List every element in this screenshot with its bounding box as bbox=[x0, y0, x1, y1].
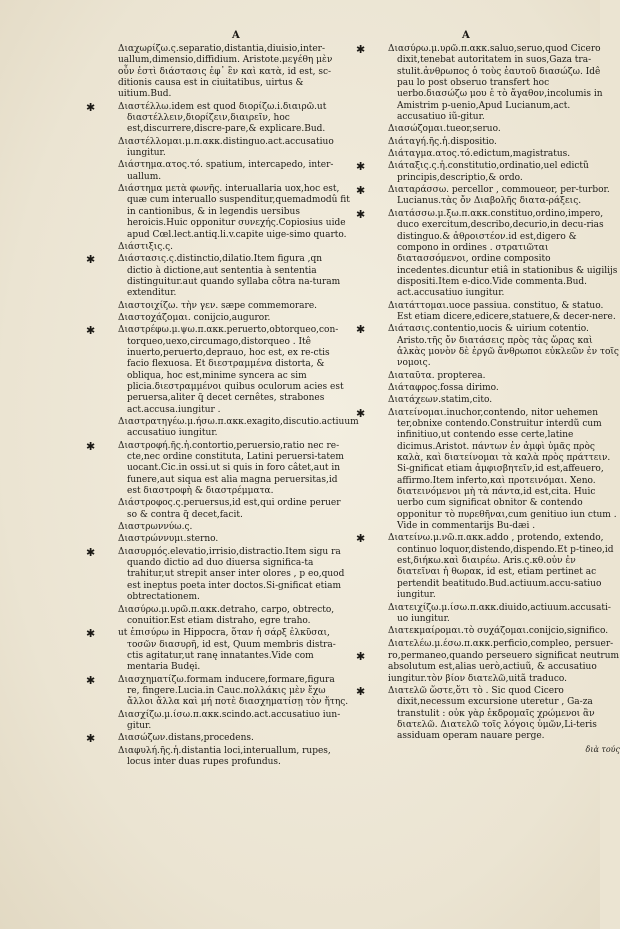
dictionary-entry bbox=[356, 684, 620, 743]
dictionary-entry bbox=[118, 417, 359, 440]
entry-text: Διατελέω.μ.έσω.π.ακκ.perficio,compleo, persuer- bbox=[388, 638, 614, 649]
dictionary-entry bbox=[86, 545, 350, 604]
dictionary-entry bbox=[356, 43, 620, 123]
entry-text: Διαστρώννυμι.sterno. bbox=[118, 534, 219, 545]
entry-text: Διάστιξις.ς. bbox=[118, 241, 174, 252]
margin-asterisk-icon: ✱ bbox=[356, 649, 366, 663]
entry-text: Διασχηματίζω.formam inducere,formare,figura re, fingere.Lucia.in Cauc.πολλάκις μὲν ἔχω ἄλλοι ἄλλα καὶ μή ποτὲ διασχηματίσῃ τὸν ἤτης. bbox=[118, 674, 349, 708]
margin-asterisk-icon: ✱ bbox=[356, 532, 366, 546]
dictionary-entry bbox=[356, 532, 620, 601]
margin-asterisk-icon: ✱ bbox=[86, 732, 96, 746]
dictionary-entry bbox=[118, 746, 350, 769]
dictionary-entry bbox=[86, 324, 350, 416]
dictionary-entry bbox=[388, 124, 620, 135]
catchword: διὰ τούς bbox=[585, 744, 620, 754]
running-head-right: A bbox=[462, 30, 473, 41]
entry-text: Διατάσσω.μ.ξω.π.ακκ.constituo,ordino,impero, duco exercitum,describo,decurio,in decu-rias distinguo.& ἀθροιστέον.id est,digero & compono in ordines . στρατιῶται διατασσόμενοι, ordine composito incedentes.dicuntur etiâ in stationibus & uigilijs dispositi.Item e-dico.Vide commenta.Bud. act.accusatiuo iungitur. bbox=[388, 208, 618, 299]
dictionary-entry bbox=[388, 301, 620, 324]
dictionary-entry bbox=[118, 534, 350, 545]
dictionary-entry bbox=[118, 710, 350, 733]
entry-text: Διαστέλλω.idem est quod διορίζω.i.διαιρῶ.ut διαστέλλειν,διορίζειν,διαιρεῖν, hoc est,discurrere,discre-pare,& explicare.Bud. bbox=[118, 101, 327, 135]
margin-asterisk-icon: ✱ bbox=[356, 323, 366, 337]
dictionary-entry bbox=[388, 149, 620, 160]
dictionary-entry bbox=[118, 44, 350, 101]
dictionary-entry bbox=[356, 323, 620, 369]
entry-text: Διατείνω.μ.νῶ.π.ακκ.addo , protendo, extendo, continuo loquor,distendo,dispendo.Et p-tineo,id est,διήκω.καὶ διαιρέω. Aris.ς.κθ.οὐν ἐν διατεῖναι ἡ θωρακ, id est, etiam pertinet ac pertendit beatitudo.Bud.actiuum.accu-satiuo iungitur. bbox=[388, 533, 614, 601]
dictionary-entry bbox=[356, 160, 620, 184]
entry-text: Διατείνομαι.inuchor,contendo, nitor uehemen ter,obnixe contendo.Construitur interdũ cum infinitiuo,ut contendo esse certe,latine dicimus.Aristot. πάντων ἐν ἀμφὶ ὑμᾶς πρὸς καλὰ, καὶ διατείνομαι τὰ καλὰ πρὸς πράττειν. Si-gnificat etiam ἀμφισβητεῖν,id est,affeuero, affirmo.Item inferto,καὶ προτεινόμαι. Xeno. διατεινόμενοι μὴ τὰ πάντα,id est,cita. Huic uerbo cum significat obnitor & contendo opponitur τὸ πυρεθῆναι,cum genitiuo iun ctum . Vide in commentarijs Bu-dæi . bbox=[388, 407, 617, 532]
entry-text: Διάστασις.ς.distinctio,dilatio.Item figura ,qn dictio à dictione,aut sententia à sententia distinguitur.aut quando syllaba cõtra na-turam extenditur. bbox=[118, 254, 341, 299]
running-head-left: A bbox=[232, 30, 243, 41]
entry-text: Διατάττομαι.uoce passiua. constituo, & statuo. Est etiam dicere,edicere,statuere,& decer-nere. bbox=[388, 300, 616, 322]
dictionary-entry bbox=[86, 673, 350, 709]
dictionary-entry bbox=[356, 406, 620, 533]
dictionary-entry bbox=[118, 242, 350, 253]
entry-text: Διασώζομαι.tueor,seruo. bbox=[388, 124, 501, 135]
dictionary-entry bbox=[86, 439, 350, 498]
margin-asterisk-icon: ✱ bbox=[86, 253, 96, 267]
entry-text: Διατεκμαίρομαι.τὸ συχάζομαι.conijcio,significo. bbox=[388, 626, 609, 637]
entry-text: Διάταγμα.ατος.τό.edictum,magistratus. bbox=[388, 149, 571, 160]
left-column bbox=[86, 44, 359, 769]
dictionary-entry bbox=[118, 522, 350, 533]
entry-text: Διασυρμός.elevatio,irrisio,distractio.Item sigu ra quando dictio ad duo diuersa significa-ta trahitur,ut strepit anser inter olores , p eo,quod est ineptus poeta inter doctos.Si-gnificat etiam obtrectationem. bbox=[118, 546, 345, 603]
dictionary-entry bbox=[356, 649, 620, 685]
entry-text: Διάτασις.contentio,uocis & uirium cotentio. Aristo.τῆς ὄν διατάσεις πρὸς τὰς ὥρας καὶ ἀλκὰς μονὸν δὲ ἐργῶ ἄνθρωποι εὐκλεῶν ἐν τοῖς νομοις. bbox=[388, 324, 619, 369]
margin-asterisk-icon: ✱ bbox=[356, 684, 366, 698]
entry-text: Διάστροφος.ς.peruersus,id est,qui ordine peruer so & contra q̃ decet,facit. bbox=[118, 498, 341, 520]
entry-text: Διάστημα μετὰ φωνῆς. interuallaria uox,hoc est, quæ cum interuallo suspenditur,quemadmodû fit in cantionibus, & in legendis uersibus heroicis.Huic opponitur συνεχής.Copiosius uide apud Cœl.lect.antiq.li.v.capite uige-simo quarto. bbox=[118, 184, 350, 240]
margin-asterisk-icon: ✱ bbox=[86, 100, 96, 114]
dictionary-entry bbox=[388, 383, 620, 394]
entry-text: Διασώζων.distans,procedens. bbox=[118, 733, 254, 744]
dictionary-entry bbox=[388, 626, 620, 637]
dictionary-entry bbox=[118, 605, 350, 628]
entry-text: Διαστρέφω.μ.ψω.π.ακκ.peruerto,obtorqueo,con-torqueo,uexo,circumago,distorqueo . Itê inuerto,peruerto,deprauo, hoc est, ex re-ctis facio flexuosa. Et διεστραμμένα distorta, & obliqua, hoc est,minime syncera ac sim plicia.διεστραμμένοι quibus oculorum acies est peruersa,aliter q̃ decet cernêtes, strabones act.accusa.iungitur . bbox=[118, 325, 344, 415]
entry-text: Διασχίζω.μ.ίσω.π.ακκ.scindo.act.accusatiuo iun-gitur. bbox=[118, 709, 341, 731]
entry-text: Διαστροφή.ῆς.ἡ.contortio,peruersio,ratio nec re-cte,nec ordine constituta, Latini peruersi-tatem uocant.Cic.in ossi.ut si quis in foro câtet,aut in funere,aut siqua est alia magna peruersitas,id est διαστροφὴ & διαστρέμματα. bbox=[118, 440, 344, 497]
entry-text: Διαχωρίζω.ς.separatio,distantia,diuisio,inter-uallum,dimensio,diffidium. Aristote.μεγέθη μὲν οὖν ἐστὶ διάστασις ἐφ᾽ ἓν καὶ κατὰ, id est, sc-ditionis causa est in ciuitatibus, uirtus & uitium.Bud. bbox=[118, 44, 333, 100]
dictionary-entry bbox=[356, 184, 620, 208]
entry-text: Διατελῶ ὥστε,ὅτι τὸ . Sic quod Cicero dixit,necessum excursione uteretur , Ga-za transtulit : οὐκ γὰρ ἐκδρομαῖς χρώμενοι ἂν διατελῶ. Διατελῶ τοῖς λόγοις ὑμῶν,Li-teris assiduam operam nauare perge. bbox=[388, 685, 597, 742]
entry-text: ut ἐπισύρω in Hippocra, ὅταν ἡ σάρξ ἐλκῦσαι, τοσῶν διασυρῆ, id est, Quum membris distra-ctis agitatur,ut ranę innatantes.Vide com mentaria Budęi. bbox=[118, 628, 336, 673]
dictionary-entry bbox=[118, 137, 350, 160]
margin-asterisk-icon: ✱ bbox=[86, 439, 96, 453]
dictionary-entry bbox=[118, 301, 350, 312]
entry-text: Διαταράσσω. percellor , commoueor, per-turbor. Lucianus.τὰς ὄν Διαβολῆς διατα-ράξεις. bbox=[388, 185, 610, 207]
dictionary-entry bbox=[86, 627, 350, 673]
dictionary-entry bbox=[388, 371, 620, 382]
margin-asterisk-icon: ✱ bbox=[356, 207, 366, 221]
entry-text: Διαστοιχίζω. τὴν γεν. sæpe commemorare. bbox=[118, 300, 318, 311]
entry-text: ro,permaneo,quando perseuero significat neutrum absolutum est,alias uerò,actiuũ, & accusatiuo iungitur.τὸν βίον διατελῶ,uitã traduco. bbox=[388, 650, 620, 684]
dictionary-entry bbox=[86, 253, 350, 299]
entry-text: Διαστέλλομαι.μ.π.ακκ.distinguo.act.accusatiuo iungitur. bbox=[118, 136, 334, 159]
entry-text: Διαστρατηγέω.μ.ήσω.π.ακκ.exagito,discutio.actiuum accusatiuo iungitur. bbox=[118, 417, 359, 439]
margin-asterisk-icon: ✱ bbox=[86, 324, 96, 338]
margin-asterisk-icon: ✱ bbox=[356, 160, 366, 174]
entry-text: Διάταφρος.fossa dirimo. bbox=[388, 382, 499, 393]
margin-asterisk-icon: ✱ bbox=[86, 545, 96, 559]
entry-text: Διασύρω.μ.υρῶ.π.ακκ.saluo,seruo,quod Cicero dixit,tenebat autoritatem in suos,Gaza tra-stulit.ἀνθρωπος ὁ τοὺς ἑαυτοῦ διασώζω. Idê pau lo post obseruo transfert hoc uerbo.διασώζω μου ἑ τὸ ἄγαθον,incolumis in Amistrim p-uenio,Apud Lucianum,act. accusatiuo iũ-gitur. bbox=[388, 44, 603, 123]
margin-asterisk-icon: ✱ bbox=[86, 627, 96, 641]
entry-text: Διαστρωννύω.ς. bbox=[118, 522, 193, 533]
dictionary-entry bbox=[118, 160, 350, 183]
entry-text: Διατειχίζω.μ.ίσω.π.ακκ.diuido,actiuum.accusati-uo iungitur. bbox=[388, 602, 611, 624]
dictionary-entry bbox=[118, 498, 350, 521]
dictionary-entry bbox=[388, 639, 620, 650]
entry-text: Διάταγή.ῆς.ἡ.dispositio. bbox=[388, 136, 497, 147]
dictionary-entry bbox=[388, 395, 620, 406]
dictionary-entry bbox=[86, 732, 350, 746]
margin-asterisk-icon: ✱ bbox=[86, 673, 96, 687]
entry-text: Διαστοχάζομαι. conijcio,auguror. bbox=[118, 312, 271, 323]
dictionary-entry bbox=[356, 207, 620, 300]
entry-text: Διατάχεων.statim,cito. bbox=[388, 395, 493, 406]
margin-asterisk-icon: ✱ bbox=[356, 406, 366, 420]
entry-text: Διαφυλή.ῆς.ἡ.distantia loci,interuallum, rupes, locus inter duas rupes profundus. bbox=[118, 745, 331, 767]
margin-asterisk-icon: ✱ bbox=[356, 43, 366, 56]
margin-asterisk-icon: ✱ bbox=[356, 184, 366, 198]
entry-text: Διάταξις.ς.ἡ.constitutio,ordinatio,uel edictũ principis,descriptio,& ordo. bbox=[388, 161, 589, 183]
dictionary-entry bbox=[118, 313, 350, 324]
right-column bbox=[356, 43, 620, 755]
dictionary-entry bbox=[86, 100, 350, 136]
dictionary-entry bbox=[388, 137, 620, 148]
dictionary-entry bbox=[118, 184, 350, 241]
entry-text: Διασύρω.μ.υρῶ.π.ακκ.detraho, carpo, obtrecto, conuitior.Est etiam distraho, egre traho. bbox=[118, 604, 335, 626]
dictionary-entry bbox=[388, 603, 620, 626]
entry-text: Διάστημα.ατος.τό. spatium, intercapedo, inter-uallum. bbox=[118, 160, 334, 182]
entry-text: Διαταῦτα. propterea. bbox=[388, 370, 486, 381]
